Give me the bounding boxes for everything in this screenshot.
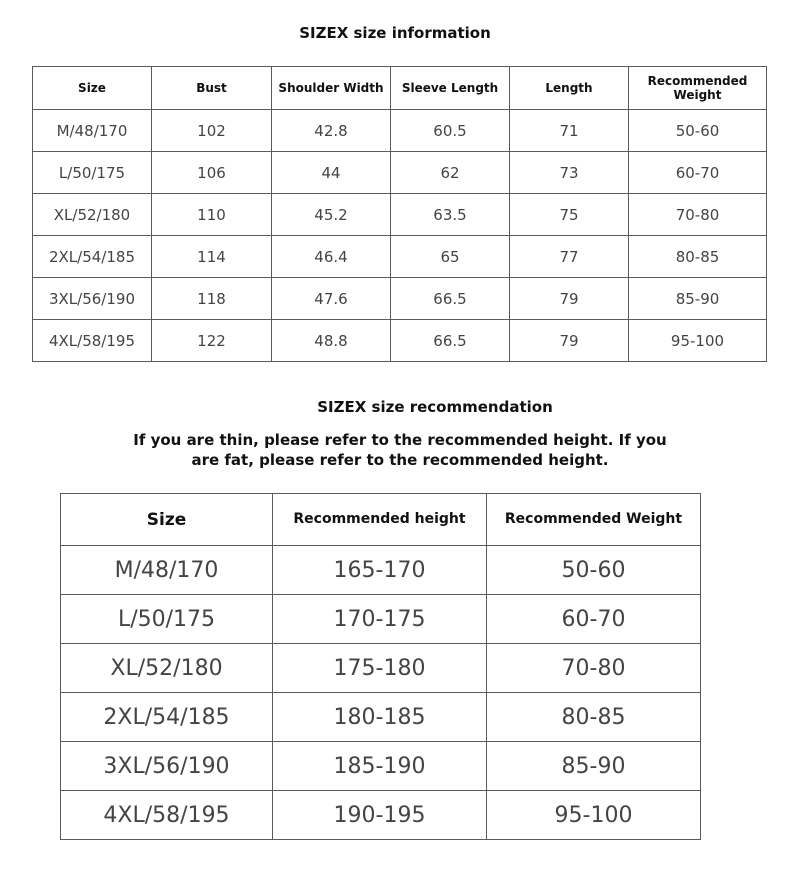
- size-cell: L/50/175: [61, 595, 273, 644]
- size-cell: L/50/175: [33, 152, 152, 194]
- header-shoulder-width: Shoulder Width: [272, 67, 391, 110]
- bust-cell: 114: [152, 236, 272, 278]
- header-sleeve-length: Sleeve Length: [391, 67, 510, 110]
- size-cell: M/48/170: [61, 546, 273, 595]
- table-header-row: [33, 67, 767, 110]
- recommended-weight-cell: 60-70: [629, 152, 767, 194]
- size-recommendation-table: [60, 493, 701, 840]
- shoulder-width-cell: 44: [272, 152, 391, 194]
- recommended-height-cell: 185-190: [273, 742, 487, 791]
- shoulder-width-cell: 46.4: [272, 236, 391, 278]
- size-information-title: SIZEX size information: [299, 24, 491, 42]
- size-cell: M/48/170: [33, 110, 152, 152]
- header-recommended-weight: Recommended Weight: [629, 67, 767, 110]
- header-recommended-height: Recommended height: [273, 494, 487, 546]
- bust-cell: 102: [152, 110, 272, 152]
- recommended-weight-cell: 80-85: [629, 236, 767, 278]
- recommended-weight-cell: 85-90: [487, 742, 701, 791]
- table-row: [33, 236, 767, 278]
- table-row: [61, 791, 701, 840]
- size-cell: XL/52/180: [61, 644, 273, 693]
- size-cell: 2XL/54/185: [33, 236, 152, 278]
- recommended-weight-cell: 95-100: [629, 320, 767, 362]
- table-row: [61, 693, 701, 742]
- size-cell: 3XL/56/190: [33, 278, 152, 320]
- size-cell: 4XL/58/195: [61, 791, 273, 840]
- header-recommended-weight: Recommended Weight: [487, 494, 701, 546]
- length-cell: 73: [510, 152, 629, 194]
- bust-cell: 122: [152, 320, 272, 362]
- shoulder-width-cell: 48.8: [272, 320, 391, 362]
- size-recommendation-title: SIZEX size recommendation: [317, 398, 553, 416]
- table-row: [33, 278, 767, 320]
- recommended-height-cell: 190-195: [273, 791, 487, 840]
- header-bust: Bust: [152, 67, 272, 110]
- recommendation-note: If you are thin, please refer to the recommended height. If you are fat, please refer to the recommended height.: [133, 431, 667, 469]
- size-cell: 2XL/54/185: [61, 693, 273, 742]
- recommended-weight-cell: 50-60: [629, 110, 767, 152]
- length-cell: 71: [510, 110, 629, 152]
- table-row: [33, 194, 767, 236]
- size-information-table: [32, 66, 767, 362]
- size-cell: XL/52/180: [33, 194, 152, 236]
- bust-cell: 106: [152, 152, 272, 194]
- header-size: Size: [33, 67, 152, 110]
- length-cell: 77: [510, 236, 629, 278]
- recommended-weight-cell: 80-85: [487, 693, 701, 742]
- sleeve-length-cell: 60.5: [391, 110, 510, 152]
- table-header-row: [61, 494, 701, 546]
- recommended-weight-cell: 85-90: [629, 278, 767, 320]
- table-row: [61, 595, 701, 644]
- shoulder-width-cell: 47.6: [272, 278, 391, 320]
- recommended-weight-cell: 70-80: [487, 644, 701, 693]
- recommended-height-cell: 175-180: [273, 644, 487, 693]
- table-row: [33, 320, 767, 362]
- recommended-weight-cell: 50-60: [487, 546, 701, 595]
- shoulder-width-cell: 45.2: [272, 194, 391, 236]
- table-row: [61, 546, 701, 595]
- bust-cell: 110: [152, 194, 272, 236]
- size-cell: 4XL/58/195: [33, 320, 152, 362]
- length-cell: 75: [510, 194, 629, 236]
- recommended-height-cell: 180-185: [273, 693, 487, 742]
- sleeve-length-cell: 65: [391, 236, 510, 278]
- recommended-weight-cell: 60-70: [487, 595, 701, 644]
- length-cell: 79: [510, 320, 629, 362]
- recommended-height-cell: 165-170: [273, 546, 487, 595]
- sleeve-length-cell: 66.5: [391, 320, 510, 362]
- recommended-weight-cell: 70-80: [629, 194, 767, 236]
- sleeve-length-cell: 66.5: [391, 278, 510, 320]
- header-length: Length: [510, 67, 629, 110]
- table-row: [61, 742, 701, 791]
- sleeve-length-cell: 62: [391, 152, 510, 194]
- table-row: [61, 644, 701, 693]
- shoulder-width-cell: 42.8: [272, 110, 391, 152]
- table-row: [33, 110, 767, 152]
- recommended-weight-cell: 95-100: [487, 791, 701, 840]
- length-cell: 79: [510, 278, 629, 320]
- table-row: [33, 152, 767, 194]
- sleeve-length-cell: 63.5: [391, 194, 510, 236]
- recommended-height-cell: 170-175: [273, 595, 487, 644]
- size-cell: 3XL/56/190: [61, 742, 273, 791]
- bust-cell: 118: [152, 278, 272, 320]
- header-size: Size: [61, 494, 273, 546]
